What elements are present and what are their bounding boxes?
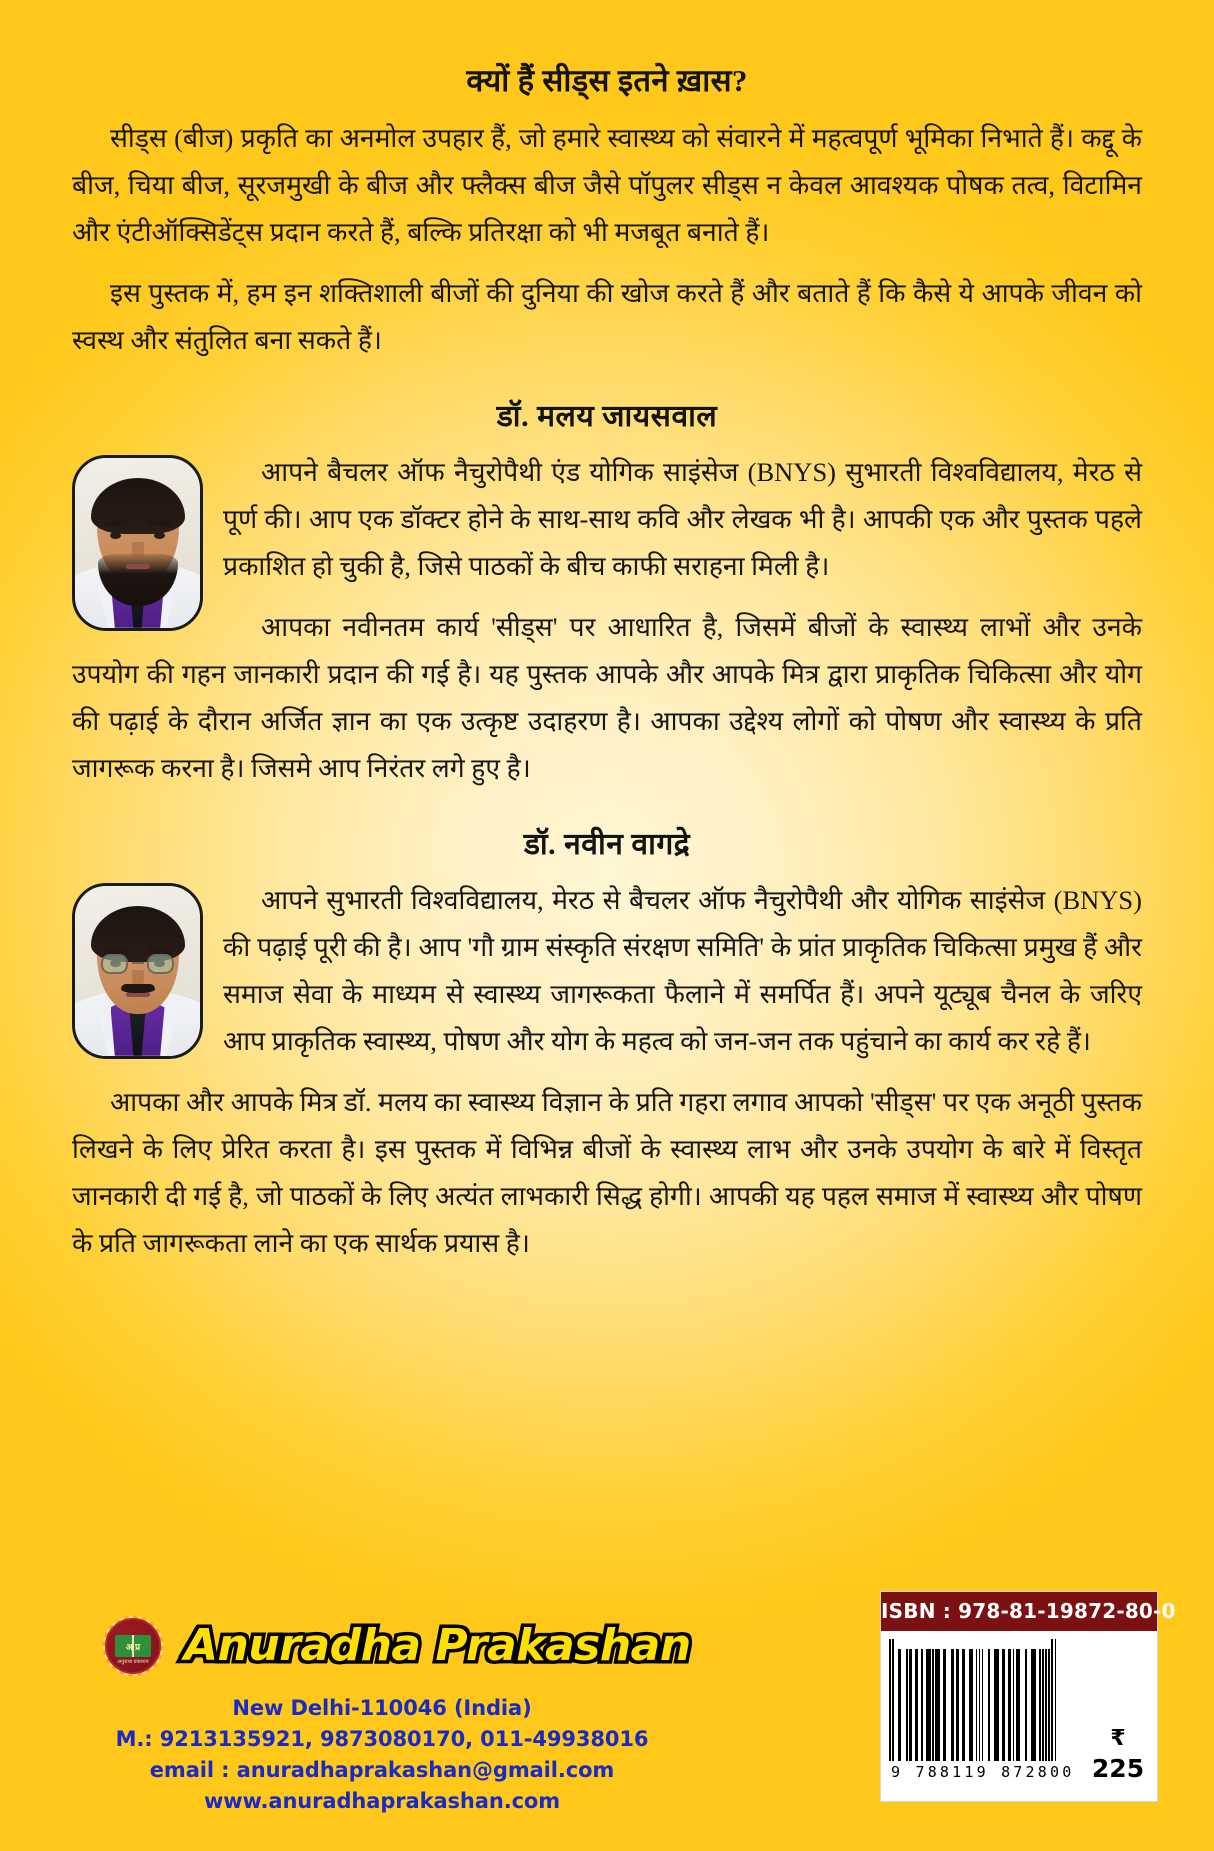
publisher-address: New Delhi-110046 (India) (232, 1696, 532, 1720)
author-2-bio-paragraph-2: आपका और आपके मित्र डॉ. मलय का स्वास्थ्य विज्ञान के प्रति गहरा लगाव आपको 'सीड्स' पर एक अनूठी पुस्तक लिखने के लिए प्रेरित करता है। इस पुस्तक में विभिन्न बीजों के स्वास्थ्य लाभ और उनके उपयोग के बारे में विस्तृत जानकारी दी गई है, जो पाठकों के लिए अत्यंत लाभकारी सिद्ध होगी। आपकी यह पहल समाज में स्वास्थ्य और पोषण के प्रति जागरूकता लाने का एक सार्थक प्रयास है। (72, 1086, 1142, 1258)
publisher-block (92, 1605, 691, 1817)
cover-content (72, 0, 1145, 1851)
publisher-logo-row (92, 1605, 691, 1687)
author-2-name: डॉ. नवीन वागद्रे (523, 827, 691, 861)
author-1-photo (72, 455, 203, 631)
open-book-icon: अ प्र (115, 1635, 151, 1657)
publisher-footer (0, 1589, 1214, 1851)
author-2-bio-block (72, 877, 1142, 1267)
isbn-body (881, 1631, 1157, 1801)
page-title: क्यों हैं सीड्स इतने ख़ास? (466, 63, 748, 98)
barcode-digits: 9 788119 872800 (891, 1763, 1075, 1781)
author-1-name: डॉ. मलय जायसवाल (496, 399, 718, 433)
barcode (889, 1639, 1085, 1797)
logo-disc (105, 1618, 161, 1674)
publisher-email[interactable]: email : anuradhaprakashan@gmail.com (149, 1758, 615, 1782)
author-2-bio-paragraph-1: आपने सुभारती विश्वविद्यालय, मेरठ से बैचलर ऑफ नैचुरोपैथी और योगिक साइंसेज (BNYS) की पढ़ाई पूरी की है। आप 'गौ ग्राम संस्कृति संरक्षण समिति' के प्रांत प्राकृतिक चिकित्सा प्रमुख हैं और समाज सेवा के माध्यम से स्वास्थ्य जागरूकता फैलाने में समर्पित हैं। अपने यूट्यूब चैनल के जरिए आप प्राकृतिक स्वास्थ्य, पोषण और योग के महत्व को जन-जन तक पहुंचाने का कार्य कर रहे हैं। (223, 884, 1142, 1056)
author-1-bio-block (72, 449, 1142, 792)
logo-caption: अनुराधा प्रकाशन (117, 1660, 149, 1665)
publisher-website[interactable]: www.anuradhaprakashan.com (203, 1789, 561, 1813)
author-1-bio-paragraph-2: आपका नवीनतम कार्य 'सीड्स' पर आधारित है, जिसमें बीजों के स्वास्थ्य लाभों और उनके उपयोग की गहन जानकारी प्रदान की गई है। यह पुस्तक आपके और आपके मित्र द्वारा प्राकृतिक चिकित्सा और योग की पढ़ाई के दौरान अर्जित ज्ञान का एक उत्कृष्ट उदाहरण है। आपका उद्देश्य लोगों को पोषण और स्वास्थ्य के प्रति जागरूक करना है। जिसमे आप निरंतर लगे हुए है। (72, 611, 1142, 783)
price-value: 225 (1091, 1754, 1145, 1783)
price-block (1085, 1639, 1151, 1797)
publisher-name: Anuradha Prakashan (184, 1619, 691, 1671)
author-2-photo (72, 883, 203, 1059)
publisher-contact-lines (92, 1693, 672, 1817)
author-1-bio-paragraph-1: आपने बैचलर ऑफ नैचुरोपैथी एंड योगिक साइंसेज (BNYS) सुभारती विश्वविद्यालय, मेरठ से पूर्ण की। आप एक डॉक्टर होने के साथ-साथ कवि और लेखक भी है। आपकी एक और पुस्तक पहले प्रकाशित हो चुकी है, जिसे पाठकों के बीच काफी सराहना मिली है। (223, 456, 1142, 581)
rupee-icon: ₹ (1110, 1726, 1126, 1751)
intro-paragraph-1: सीड्स (बीज) प्रकृति का अनमोल उपहार हैं, जो हमारे स्वास्थ्य को संवारने में महत्वपूर्ण भूमिका निभाते हैं। कद्दू के बीज, चिया बीज, सूरजमुखी के बीज और फ्लैक्स बीज जैसे पॉपुलर सीड्स न केवल आवश्यक पोषक तत्व, विटामिन और एंटीऑक्सिडेंट्स प्रदान करते हैं, बल्कि प्रतिरक्षा को भी मजबूत बनाते हैं। (72, 122, 1142, 247)
barcode-bars (889, 1639, 1085, 1761)
isbn-barcode-panel (880, 1591, 1176, 1802)
sun-logo-icon (92, 1605, 174, 1687)
isbn-number: ISBN : 978-81-19872-80-0 (881, 1592, 1157, 1631)
publisher-phones: M.: 9213135921, 9873080170, 011-49938016 (115, 1727, 649, 1751)
intro-paragraph-2: इस पुस्तक में, हम इन शक्तिशाली बीजों की दुनिया की खोज करते हैं और बताते हैं कि कैसे ये आपके जीवन को स्वस्थ और संतुलित बना सकते हैं। (72, 277, 1142, 355)
